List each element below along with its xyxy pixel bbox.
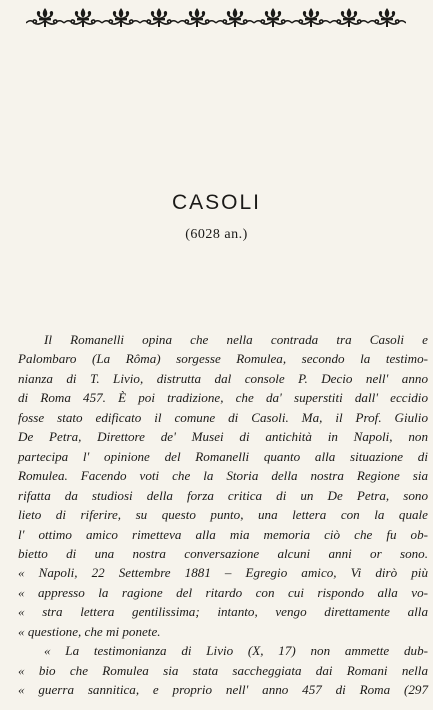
body-paragraph xyxy=(18,330,428,700)
text-line: « La testimonianza di Livio (X, 17) non ammette dub- xyxy=(44,643,428,659)
fleur-de-lis-border-icon xyxy=(26,6,406,30)
text-line: l' ottimo amico rimetteva alla mia memoria ciò che fu ob- xyxy=(18,526,428,542)
text-line: Il Romanelli opina che nella contrada tra Casoli e xyxy=(44,332,428,347)
text-line: fosse stato edificato il comune di Casoli. Ma, il Prof. Giulio xyxy=(18,409,428,425)
text-line: nianza di T. Livio, distrutta dal console P. Decio nell' anno xyxy=(18,370,428,386)
text-line: « Napoli, 22 Settembre 1881 – Egregio amico, Vi dirò più xyxy=(18,565,428,581)
text-line: « stra lettera gentilissima; intanto, vengo direttamente alla xyxy=(18,604,428,620)
page-title: CASOLI xyxy=(171,191,262,215)
text-line: lieto di riferire, su questo punto, una lettera con la quale xyxy=(18,507,428,523)
text-line: Palombaro (La Rôma) sorgesse Romulea, secondo la testimo- xyxy=(18,351,428,367)
text-line: partecipa l' opinione del Romanelli quanto alla situazione di xyxy=(18,448,428,464)
text-line: bietto di una nostra conversazione alcuni anni or sono. xyxy=(18,545,428,561)
text-line: « guerra sannitica, e proprio nell' anno 457 di Roma (297 xyxy=(18,682,428,698)
text-line: « questione, che mi ponete. xyxy=(18,623,161,639)
text-line: di Roma 457. È poi tradizione, che da' superstiti dall' eccidio xyxy=(18,390,428,406)
page-subtitle: (6028 an.) xyxy=(185,227,248,242)
text-line: rifatta da studiosi della forza critica di un De Petra, sono xyxy=(18,487,428,503)
text-line: De Petra, Direttore de' Musei di antichità in Napoli, non xyxy=(18,429,428,445)
text-line: « bio che Romulea sia stata saccheggiata dai Romani nella xyxy=(18,662,428,678)
text-line: Romulea. Facendo voti che la Storia della nostra Regione sia xyxy=(18,468,428,484)
text-line: « appresso la ragione del ritardo con cui rispondo alla vo- xyxy=(18,584,428,600)
